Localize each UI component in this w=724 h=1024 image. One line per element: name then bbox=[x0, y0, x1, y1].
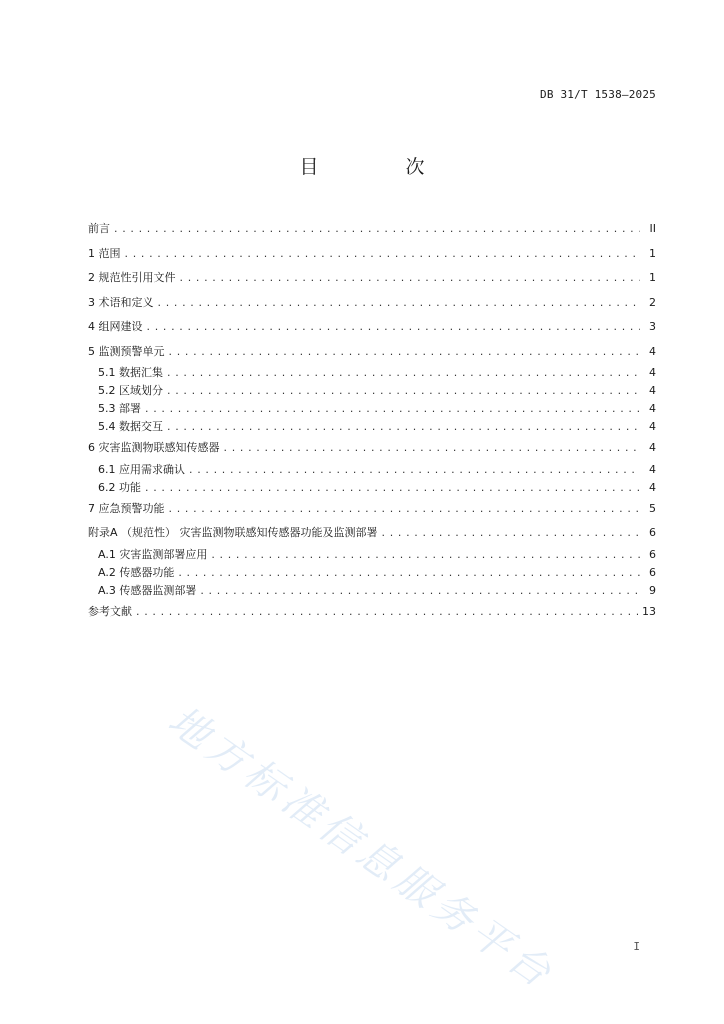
toc-leader-dots bbox=[145, 479, 640, 497]
toc-entry[interactable] bbox=[88, 291, 656, 316]
toc-entry-title: 1 范围 bbox=[88, 246, 121, 260]
toc-entry[interactable] bbox=[88, 564, 656, 582]
toc-entry[interactable] bbox=[88, 315, 656, 340]
toc-entry-page: 9 bbox=[649, 583, 656, 597]
toc-entry-title: 5.3 部署 bbox=[98, 402, 141, 415]
toc-leader-dots bbox=[136, 600, 638, 625]
toc-entry-title: 6.2 功能 bbox=[98, 480, 141, 494]
toc-entry-title: 7 应急预警功能 bbox=[88, 501, 165, 515]
toc-leader-dots bbox=[114, 217, 640, 242]
toc-entry-title: A.2 传感器功能 bbox=[98, 565, 175, 579]
toc-leader-dots bbox=[167, 364, 640, 382]
toc-entry[interactable] bbox=[88, 340, 656, 365]
toc-entry[interactable] bbox=[88, 266, 656, 291]
toc-entry-page: 4 bbox=[649, 384, 656, 397]
toc-entry-title: 6.1 应用需求确认 bbox=[98, 462, 185, 476]
toc-entry-page: 2 bbox=[649, 295, 656, 309]
toc-leader-dots bbox=[224, 436, 641, 461]
toc-entry[interactable] bbox=[88, 600, 656, 625]
toc-entry-title: A.1 灾害监测部署应用 bbox=[98, 547, 208, 561]
toc-leader-dots bbox=[382, 521, 640, 546]
toc-entry[interactable] bbox=[88, 418, 656, 436]
toc-leader-dots bbox=[189, 461, 640, 479]
toc-leader-dots bbox=[211, 546, 640, 564]
toc-entry[interactable] bbox=[88, 461, 656, 479]
toc-entry[interactable] bbox=[88, 382, 656, 400]
toc-entry[interactable] bbox=[88, 521, 656, 546]
toc-leader-dots bbox=[145, 400, 640, 418]
toc-entry[interactable] bbox=[88, 217, 656, 242]
document-code: DB 31/T 1538—2025 bbox=[540, 88, 656, 101]
toc-entry[interactable] bbox=[88, 582, 656, 600]
toc-entry-title: 5.2 区域划分 bbox=[98, 384, 163, 397]
toc-leader-dots bbox=[169, 340, 641, 365]
toc-entry-title: 2 规范性引用文件 bbox=[88, 271, 176, 284]
toc-entry-page: 4 bbox=[649, 402, 656, 415]
toc-entry-page: 4 bbox=[649, 441, 656, 454]
toc-entry-page: 13 bbox=[642, 604, 656, 618]
toc-entry-title: 6 灾害监测物联感知传感器 bbox=[88, 441, 220, 454]
toc-entry-page: 4 bbox=[649, 366, 656, 379]
toc-entry-page: II bbox=[649, 222, 656, 235]
toc-entry-page: 6 bbox=[649, 565, 656, 579]
page-title: 目 次 bbox=[299, 156, 459, 178]
toc-entry[interactable] bbox=[88, 242, 656, 267]
toc-leader-dots bbox=[147, 315, 641, 340]
toc-leader-dots bbox=[180, 266, 641, 291]
toc-entry-title: 5 监测预警单元 bbox=[88, 344, 165, 358]
toc-entry-page: 4 bbox=[649, 462, 656, 476]
toc-entry-title: 附录A （规范性） 灾害监测物联感知传感器功能及监测部署 bbox=[88, 526, 378, 539]
toc-entry[interactable] bbox=[88, 364, 656, 382]
toc-leader-dots bbox=[178, 564, 640, 582]
toc-entry-page: 1 bbox=[649, 271, 656, 284]
toc-entry-page: 6 bbox=[649, 547, 656, 561]
page-number: I bbox=[633, 940, 640, 953]
watermark-text: 地方标准信息服务平台 bbox=[159, 697, 563, 1000]
toc-entry-title: 5.4 数据交互 bbox=[98, 420, 163, 433]
toc-leader-dots bbox=[167, 418, 640, 436]
toc-entry[interactable] bbox=[88, 400, 656, 418]
toc-entry[interactable] bbox=[88, 436, 656, 461]
toc-entry-title: A.3 传感器监测部署 bbox=[98, 583, 197, 597]
toc-leader-dots bbox=[169, 497, 641, 522]
toc-leader-dots bbox=[200, 582, 640, 600]
toc-entry[interactable] bbox=[88, 546, 656, 564]
toc-entry-page: 4 bbox=[649, 344, 656, 358]
toc-leader-dots bbox=[167, 382, 640, 400]
toc-entry-page: 3 bbox=[649, 320, 656, 333]
toc-entry[interactable] bbox=[88, 497, 656, 522]
toc-entry-page: 4 bbox=[649, 420, 656, 433]
toc-entry-title: 4 组网建设 bbox=[88, 320, 143, 333]
toc-entry-page: 5 bbox=[649, 501, 656, 515]
toc-entry-title: 参考文献 bbox=[88, 604, 132, 618]
toc-leader-dots bbox=[158, 291, 641, 316]
table-of-contents bbox=[88, 217, 656, 624]
toc-entry-page: 4 bbox=[649, 480, 656, 494]
toc-entry-page: 1 bbox=[649, 246, 656, 260]
toc-entry-title: 前言 bbox=[88, 222, 110, 235]
toc-entry-title: 5.1 数据汇集 bbox=[98, 366, 163, 379]
toc-leader-dots bbox=[125, 242, 641, 267]
toc-entry[interactable] bbox=[88, 479, 656, 497]
toc-entry-title: 3 术语和定义 bbox=[88, 295, 154, 309]
toc-entry-page: 6 bbox=[649, 526, 656, 539]
